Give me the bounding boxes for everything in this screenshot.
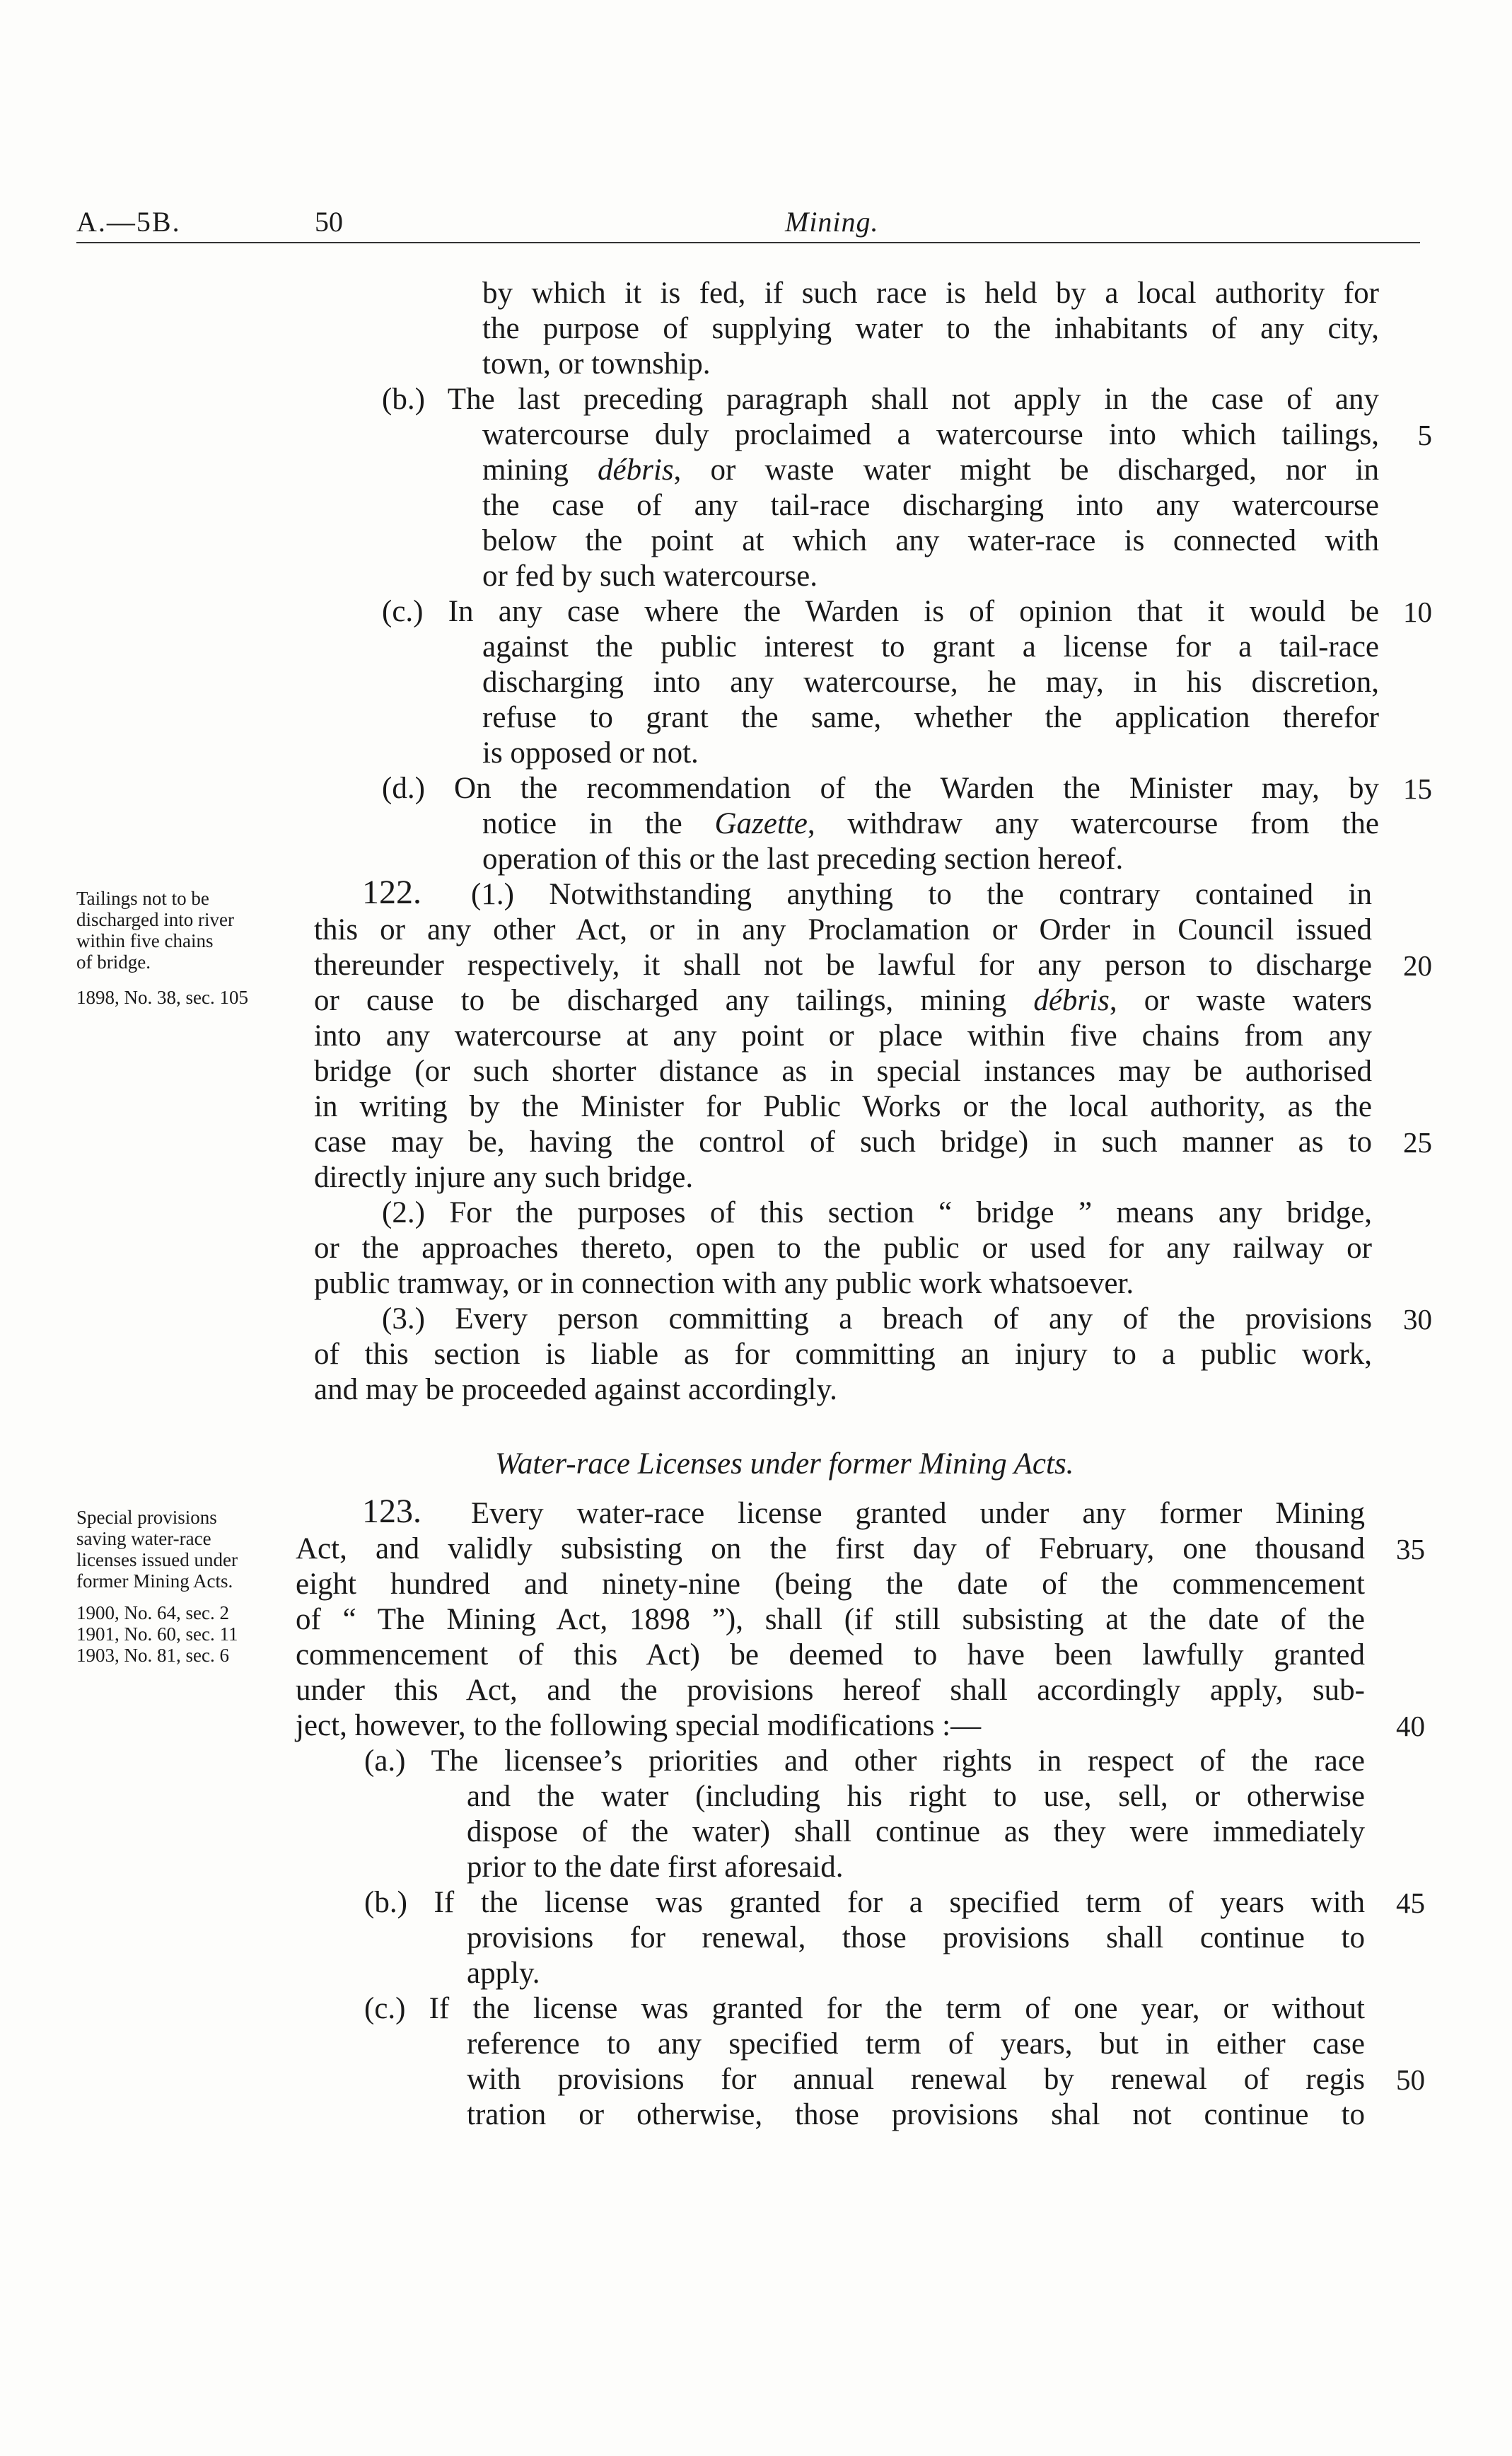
body-line: Act, and validly subsisting on the first day of February, one thousand: [296, 1532, 1365, 1565]
body-line: is opposed or not.: [482, 736, 699, 770]
body-line: operation of this or the last preceding section hereof.: [482, 842, 1124, 876]
line-number: 20: [1403, 949, 1432, 982]
body-line: provisions for renewal, those provisions shall continue to: [467, 1921, 1365, 1954]
margin-note-reference: 1900, No. 64, sec. 2: [76, 1602, 229, 1623]
margin-note: within five chains: [76, 930, 214, 951]
body-line: under this Act, and the provisions hereof shall accordingly apply, sub-: [296, 1674, 1365, 1707]
body-line: (c.) In any case where the Warden is of opinion that it would be: [382, 595, 1379, 628]
body-line: this or any other Act, or in any Proclamation or Order in Council issued: [314, 913, 1372, 946]
margin-note: discharged into river: [76, 909, 234, 930]
margin-note: former Mining Acts.: [76, 1570, 233, 1592]
body-line: refuse to grant the same, whether the application therefor: [482, 701, 1379, 734]
body-line: by which it is fed, if such race is held by a local authority for: [482, 277, 1379, 310]
body-line: with provisions for annual renewal by renewal of regis: [467, 2063, 1365, 2096]
line-number: 50: [1396, 2063, 1425, 2096]
header-rule: [76, 242, 1420, 243]
body-line: apply.: [467, 1957, 540, 1990]
section-heading: Water-race Licenses under former Mining Acts.: [495, 1447, 1074, 1481]
body-line: dispose of the water) shall continue as they were immediately: [467, 1815, 1365, 1848]
document-code: A.—5B.: [76, 206, 181, 238]
body-line: tration or otherwise, those provisions shal not continue to: [467, 2098, 1365, 2131]
body-line: or cause to be discharged any tailings, mining débris, or waste waters: [314, 984, 1373, 1017]
body-line: notice in the Gazette, withdraw any watercourse from the: [482, 807, 1380, 840]
body-line: bridge (or such shorter distance as in special instances may be authorised: [314, 1055, 1372, 1088]
margin-note: saving water-race: [76, 1528, 211, 1549]
margin-note: licenses issued under: [76, 1549, 238, 1570]
body-line: below the point at which any water-race is connected with: [482, 524, 1379, 557]
page-title: Mining.: [785, 206, 879, 238]
body-line: commencement of this Act) be deemed to have been lawfully granted: [296, 1638, 1365, 1672]
body-line: town, or township.: [482, 347, 711, 381]
body-line: (a.) The licensee’s priorities and other rights in respect of the race: [364, 1744, 1365, 1778]
line-number: 30: [1403, 1303, 1432, 1336]
body-line: the case of any tail-race discharging into any watercourse: [482, 489, 1379, 522]
body-line: (d.) On the recommendation of the Warden the Minister may, by: [382, 772, 1379, 805]
section-number: 123.: [362, 1493, 421, 1530]
margin-note-reference: 1901, No. 60, sec. 11: [76, 1623, 238, 1645]
body-line: of this section is liable as for committing an injury to a public work,: [314, 1338, 1372, 1371]
body-line: (b.) If the license was granted for a specified term of years with: [364, 1886, 1365, 1919]
margin-note: Special provisions: [76, 1507, 217, 1528]
margin-note-reference: 1898, No. 38, sec. 105: [76, 987, 248, 1008]
body-line: watercourse duly proclaimed a watercourse into which tailings,: [482, 418, 1379, 451]
body-line: mining débris, or waste water might be discharged, nor in: [482, 453, 1380, 487]
body-line: and the water (including his right to use, sell, or otherwise: [467, 1780, 1365, 1813]
body-line: and may be proceeded against accordingly.: [314, 1373, 837, 1406]
body-line: Every water-race license granted under any former Mining: [471, 1497, 1365, 1530]
line-number: 25: [1403, 1126, 1432, 1159]
body-line: ject, however, to the following special modifications :—: [296, 1709, 982, 1742]
body-line: public tramway, or in connection with any public work whatsoever.: [314, 1267, 1134, 1300]
body-line: (1.) Notwithstanding anything to the contrary contained in: [471, 878, 1372, 911]
body-line: or the approaches thereto, open to the public or used for any railway or: [314, 1232, 1372, 1265]
line-number: 15: [1403, 772, 1432, 805]
body-line: (c.) If the license was granted for the term of one year, or without: [364, 1992, 1365, 2025]
margin-note: Tailings not to be: [76, 888, 209, 909]
body-line: eight hundred and ninety-nine (being the date of the commencement: [296, 1568, 1365, 1601]
body-line: (2.) For the purposes of this section “ bridge ” means any bridge,: [382, 1196, 1372, 1229]
body-line: directly injure any such bridge.: [314, 1161, 694, 1194]
body-line: prior to the date first aforesaid.: [467, 1850, 844, 1884]
body-line: in writing by the Minister for Public Works or the local authority, as the: [314, 1090, 1372, 1123]
body-line: the purpose of supplying water to the inhabitants of any city,: [482, 312, 1379, 345]
body-line: discharging into any watercourse, he may, in his discretion,: [482, 666, 1379, 699]
margin-note-reference: 1903, No. 81, sec. 6: [76, 1645, 229, 1666]
line-number: 40: [1396, 1710, 1425, 1742]
line-number: 10: [1403, 596, 1432, 628]
body-line: or fed by such watercourse.: [482, 560, 818, 593]
line-number: 45: [1396, 1887, 1425, 1919]
page-number: 50: [315, 206, 343, 238]
section-number: 122.: [362, 874, 421, 911]
body-line: (3.) Every person committing a breach of any of the provisions: [382, 1302, 1372, 1336]
body-line: against the public interest to grant a license for a tail-race: [482, 630, 1379, 664]
margin-note: of bridge.: [76, 951, 151, 973]
line-number: 5: [1417, 419, 1432, 451]
body-line: reference to any specified term of years, but in either case: [467, 2027, 1365, 2061]
body-line: case may be, having the control of such bridge) in such manner as to: [314, 1125, 1372, 1159]
body-line: into any watercourse at any point or place within five chains from any: [314, 1019, 1372, 1053]
body-line: thereunder respectively, it shall not be lawful for any person to discharge: [314, 949, 1372, 982]
line-number: 35: [1396, 1533, 1425, 1565]
body-line: (b.) The last preceding paragraph shall not apply in the case of any: [382, 383, 1379, 416]
body-line: of “ The Mining Act, 1898 ”), shall (if still subsisting at the date of the: [296, 1603, 1365, 1636]
